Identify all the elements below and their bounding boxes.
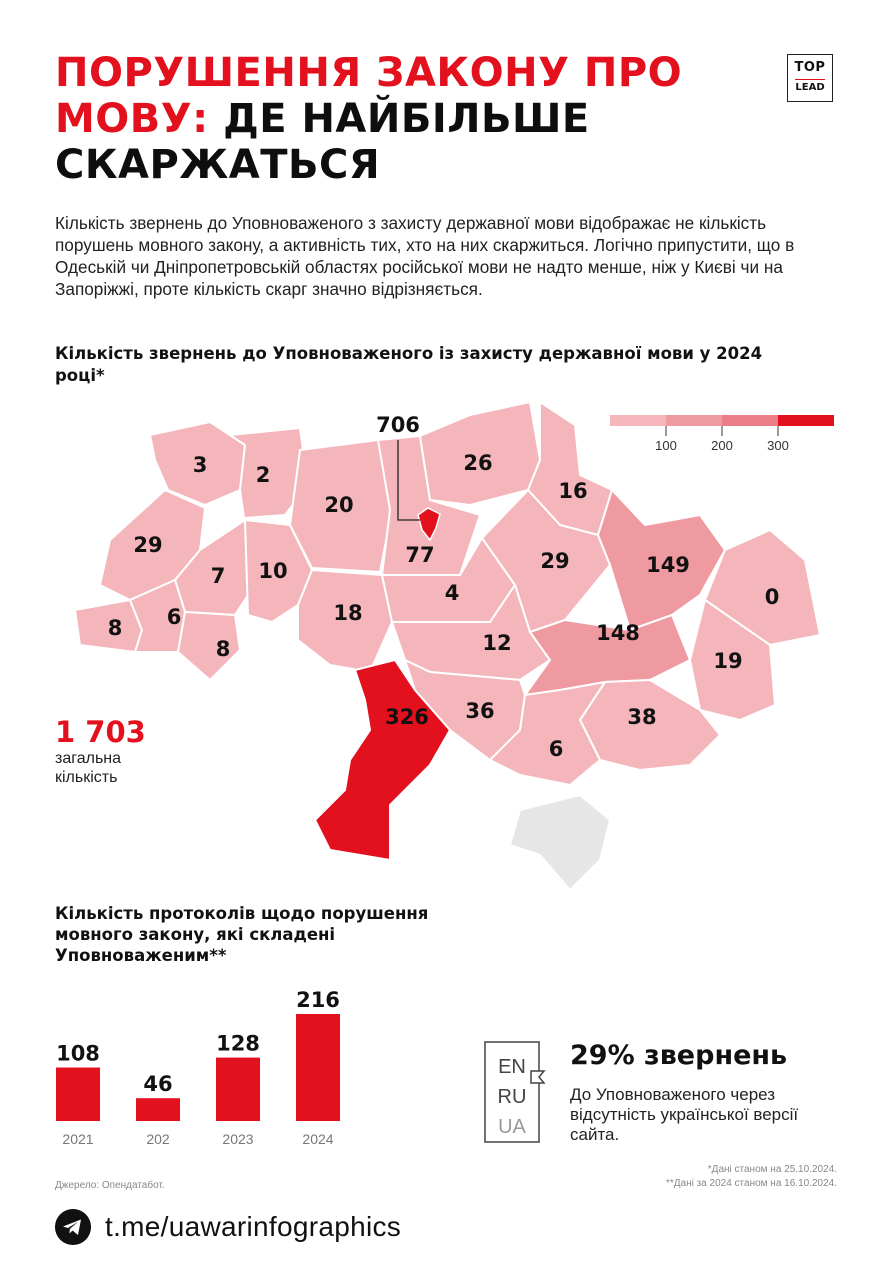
bar-category-label: 2023 xyxy=(222,1131,254,1147)
telegram-icon xyxy=(55,1209,91,1245)
region-value-label: 29 xyxy=(540,549,570,573)
legend-swatch xyxy=(666,415,722,426)
telegram-link[interactable]: t.me/uawarinfographics xyxy=(105,1211,402,1242)
logo-line2: LEAD xyxy=(795,79,824,93)
ukraine-map xyxy=(0,390,890,910)
region-value-label: 149 xyxy=(646,553,690,577)
region-value-label: 148 xyxy=(596,621,640,645)
region-value-label: 16 xyxy=(558,479,588,503)
bar-category-label: 2024 xyxy=(302,1131,334,1147)
legend-swatch xyxy=(778,415,834,426)
legend-swatch xyxy=(722,415,778,426)
map-heading: Кількість звернень до Уповноваженого із захисту державної мови у 2024 році* xyxy=(55,344,763,385)
region-value-label: 8 xyxy=(107,616,123,640)
protocols-bar-chart xyxy=(0,975,420,1155)
bar-value-label: 216 xyxy=(296,988,340,1012)
footnote-1: *Дані станом на 25.10.2024. xyxy=(707,1164,837,1175)
region-value-label: 20 xyxy=(324,493,354,517)
legend-tick-label: 200 xyxy=(711,438,733,453)
lang-ua-label: UA xyxy=(498,1116,526,1138)
region-value-label: 36 xyxy=(465,699,495,723)
bar-category-label: 2021 xyxy=(62,1131,94,1147)
region-crimea xyxy=(510,795,610,890)
legend-tick-label: 300 xyxy=(767,438,789,453)
region-value-label: 706 xyxy=(376,413,420,437)
region-value-label: 6 xyxy=(548,737,564,761)
logo-line1: TOP xyxy=(794,60,826,75)
region-value-label: 29 xyxy=(133,533,163,557)
source-note: Джерело: Опендатабот. xyxy=(55,1180,165,1191)
region-value-label: 0 xyxy=(764,585,780,609)
top-lead-logo xyxy=(787,54,833,102)
stat-value: 29% звернень xyxy=(570,1040,788,1071)
region-value-label: 6 xyxy=(166,605,182,629)
map-legend xyxy=(610,415,834,453)
region-value-label: 12 xyxy=(482,631,512,655)
title-red-part: ПОРУШЕННЯ ЗАКОНУ ПРО МОВУ: xyxy=(55,50,683,142)
footer xyxy=(55,1207,401,1247)
region-value-label: 18 xyxy=(333,601,363,625)
legend-tick-label: 100 xyxy=(655,438,677,453)
region-value-label: 77 xyxy=(405,543,435,567)
bar-value-label: 128 xyxy=(216,1031,260,1056)
region-value-label: 326 xyxy=(385,705,429,729)
map-region xyxy=(178,612,240,680)
bar xyxy=(56,1068,100,1122)
footnote-2: **Дані за 2024 станом на 16.10.2024. xyxy=(665,1178,837,1189)
bar-value-label: 46 xyxy=(143,1072,173,1097)
legend-swatch xyxy=(610,415,666,426)
language-icon xyxy=(484,1041,546,1143)
region-value-label: 8 xyxy=(215,637,231,661)
region-value-label: 4 xyxy=(444,581,460,605)
bar-value-label: 108 xyxy=(56,1041,100,1066)
lang-ru-label: RU xyxy=(497,1086,527,1108)
bar-category-label: 202 xyxy=(146,1131,170,1147)
total-value: 1 703 xyxy=(55,715,146,749)
title-black-part: ДЕ НАЙБІЛЬШЕ СКАРЖАТЬСЯ xyxy=(55,96,590,188)
total-label: загальна кількість xyxy=(55,750,122,786)
total-block xyxy=(55,715,155,787)
footnotes xyxy=(666,1163,837,1191)
lang-en-label: EN xyxy=(498,1056,526,1078)
bar xyxy=(296,1014,340,1121)
map-regions xyxy=(75,402,820,890)
bar-chart-heading: Кількість протоколів щодо порушення мовного закону, які складені Уповноваженим** xyxy=(55,904,429,965)
bar xyxy=(216,1058,260,1121)
region-value-label: 2 xyxy=(255,463,271,487)
region-value-label: 26 xyxy=(463,451,493,475)
region-value-label: 10 xyxy=(258,559,288,583)
region-value-label: 3 xyxy=(192,453,208,477)
region-value-label: 19 xyxy=(713,649,743,673)
region-value-label: 7 xyxy=(210,564,226,588)
region-value-label: 38 xyxy=(627,705,657,729)
stat-description: До Уповноваженого через відсутність української версії сайта. xyxy=(570,1085,799,1144)
intro-text: Кількість звернень до Уповноваженого з захисту державної мови відображає не кількість порушень мовного закону, а активність тих, хто на них скаржиться. Логічно припустити, що в Одеській чи Дніпропетровській областях російської мови не надто менше, ніж у Києві чи на Запоріжжі, проте кількість скарг значно відрізняється. xyxy=(55,213,795,299)
bar xyxy=(136,1098,180,1121)
page-title xyxy=(55,50,785,188)
